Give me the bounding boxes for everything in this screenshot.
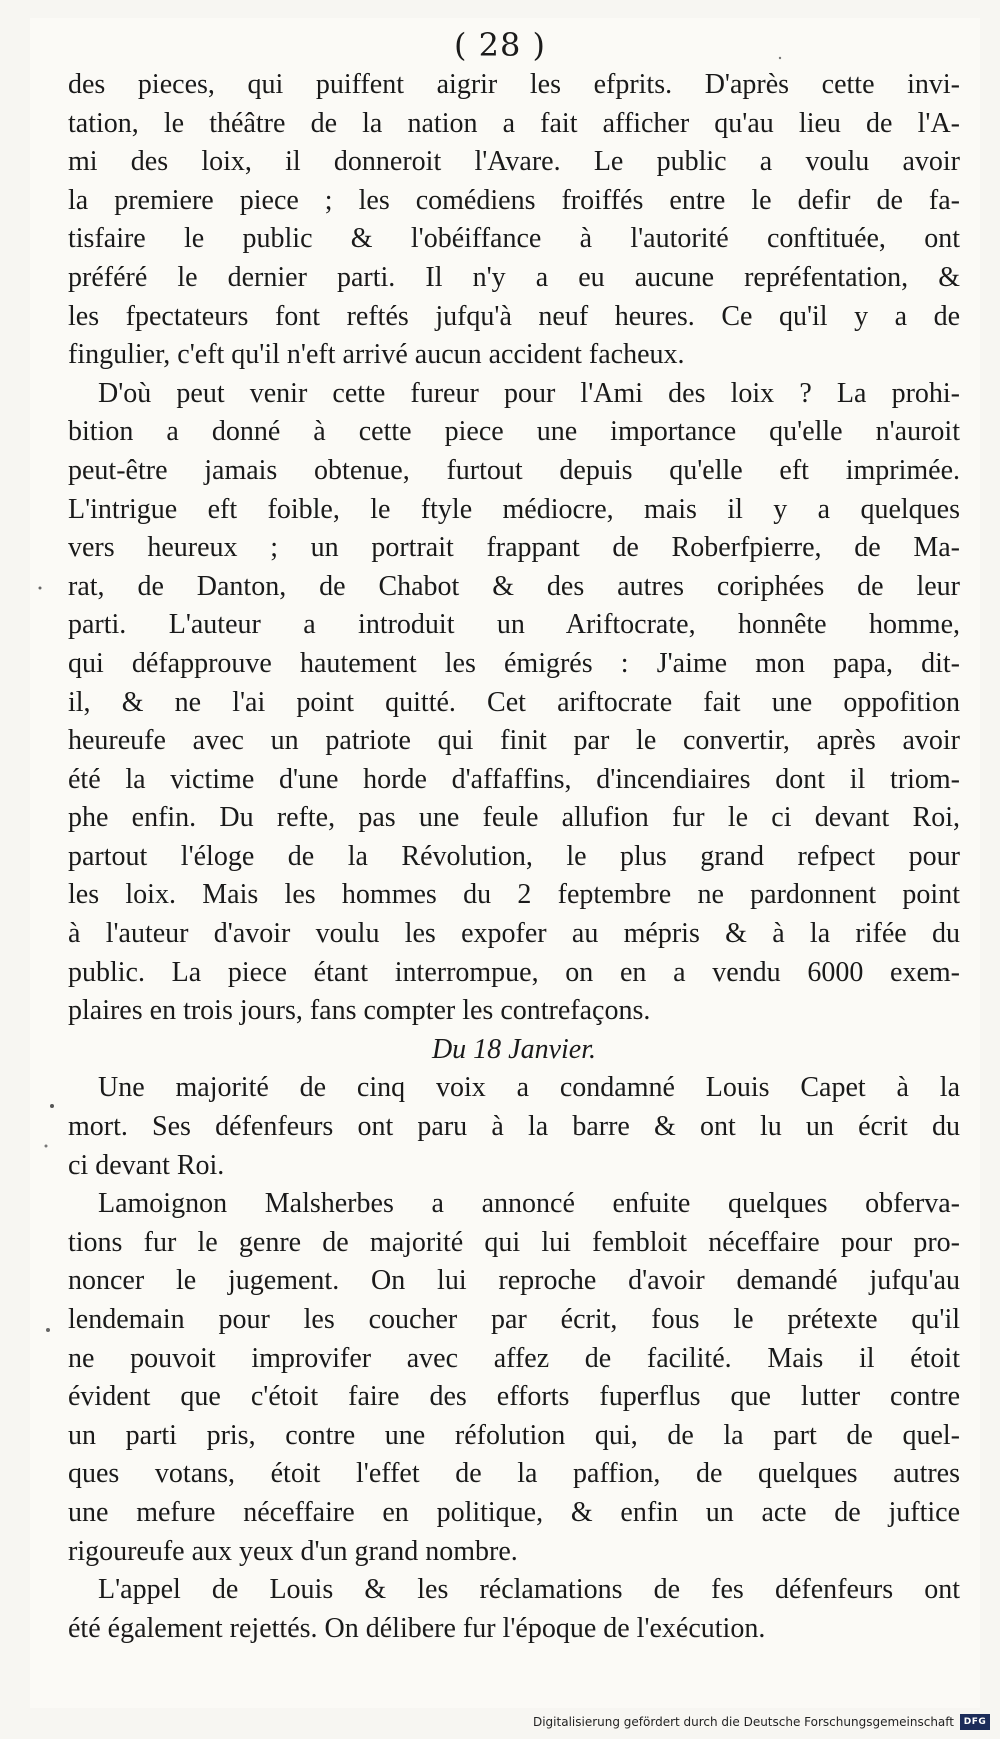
text-line: partout l'éloge de la Révolution, le plus grand refpect pour [68, 840, 960, 872]
text-line: été également rejettés. On délibere fur l'époque de l'exécution. [68, 1612, 766, 1644]
text-line: ci devant Roi. [68, 1149, 225, 1181]
section-heading: Du 18 Janvier. [431, 1033, 597, 1065]
text-line: rat, de Danton, de Chabot & des autres coriphées de leur [68, 570, 960, 602]
text-line: mi des loix, il donneroit l'Avare. Le public a voulu avoir [68, 146, 960, 178]
text-line: L'appel de Louis & les réclamations de fes défenfeurs ont [98, 1574, 960, 1606]
text-line: peut-être jamais obtenue, furtout depuis qu'elle eft imprimée. [68, 454, 960, 486]
text-line: phe enfin. Du refte, pas une feule allufion fur le ci devant Roi, [68, 802, 960, 834]
text-line: Lamoignon Malsherbes a annoncé enfuite quelques obferva- [98, 1188, 960, 1220]
text-line: lendemain pour les coucher par écrit, fous le prétexte qu'il [68, 1304, 960, 1335]
text-line: ques votans, étoit l'effet de la paffion, de quelques autres [68, 1458, 960, 1490]
text-line: ne pouvoit improvifer avec affez de facilité. Mais il étoit [68, 1342, 960, 1374]
text-line: préféré le dernier parti. Il n'y a eu aucune repréfentation, & [68, 261, 960, 293]
text-line: un parti pris, contre une réfolution qui, de la part de quel- [68, 1419, 960, 1451]
text-line: rigoureufe aux yeux d'un grand nombre. [68, 1535, 518, 1567]
text-line: vers heureux ; un portrait frappant de Roberfpierre, de Ma- [68, 532, 960, 564]
text-line: L'intrigue eft foible, le ftyle médiocre, mais il y a quelques [68, 493, 960, 525]
text-line: tisfaire le public & l'obéiffance à l'autorité conftituée, ont [68, 223, 960, 255]
page-number: ( 28 ) [453, 26, 547, 64]
text-line: D'où peut venir cette fureur pour l'Ami des loix ? La prohi- [98, 377, 960, 409]
digitization-credit [533, 1711, 990, 1733]
text-line: parti. L'auteur a introduit un Ariftocrate, honnête homme, [68, 609, 960, 641]
text-line: les fpectateurs font reftés jufqu'à neuf heures. Ce qu'il y a de [68, 300, 960, 332]
dfg-logo: DFG [960, 1714, 990, 1730]
text-line: été la victime d'une horde d'affaffins, d'incendiaires dont il triom- [68, 763, 960, 795]
text-line: une mefure néceffaire en politique, & enfin un acte de juftice [68, 1496, 960, 1528]
text-line: des pieces, qui puiffent aigrir les efprits. D'après cette invi- [68, 69, 960, 100]
text-line: tions fur le genre de majorité qui lui fembloit néceffaire pour pro- [68, 1226, 960, 1258]
text-line: les loix. Mais les hommes du 2 feptembre ne pardonnent point [68, 879, 960, 911]
text-line: public. La piece étant interrompue, on en a vendu 6000 exem- [68, 956, 960, 988]
credit-text: Digitalisierung gefördert durch die Deutsche Forschungsgemeinschaft [532, 1715, 954, 1729]
text-line: à l'auteur d'avoir voulu les expofer au mépris & à la rifée du [68, 918, 960, 950]
text-line: mort. Ses défenfeurs ont paru à la barre & ont lu un écrit du [68, 1111, 960, 1143]
text-line: la premiere piece ; les comédiens froiffés entre le defir de fa- [68, 184, 960, 216]
text-line: Une majorité de cinq voix a condamné Louis Capet à la [98, 1072, 960, 1104]
text-line: heureufe avec un patriote qui finit par le convertir, après avoir [68, 725, 960, 757]
text-line: plaires en trois jours, fans compter les contrefaçons. [68, 995, 651, 1027]
text-line: noncer le jugement. On lui reproche d'avoir demandé jufqu'au [68, 1265, 960, 1297]
body-text [68, 66, 960, 1648]
text-line: tation, le théâtre de la nation a fait afficher qu'au lieu de l'A- [68, 107, 960, 139]
text-line: évident que c'étoit faire des efforts fuperflus que lutter contre [68, 1381, 960, 1413]
text-line: bition a donné à cette piece une importance qu'elle n'auroit [68, 416, 960, 448]
text-line: qui défapprouve hautement les émigrés : J'aime mon papa, dit- [68, 647, 960, 679]
text-line: fingulier, c'eft qu'il n'eft arrivé aucun accident facheux. [68, 339, 685, 371]
text-line: il, & ne l'ai point quitté. Cet ariftocrate fait une oppofition [68, 686, 960, 718]
